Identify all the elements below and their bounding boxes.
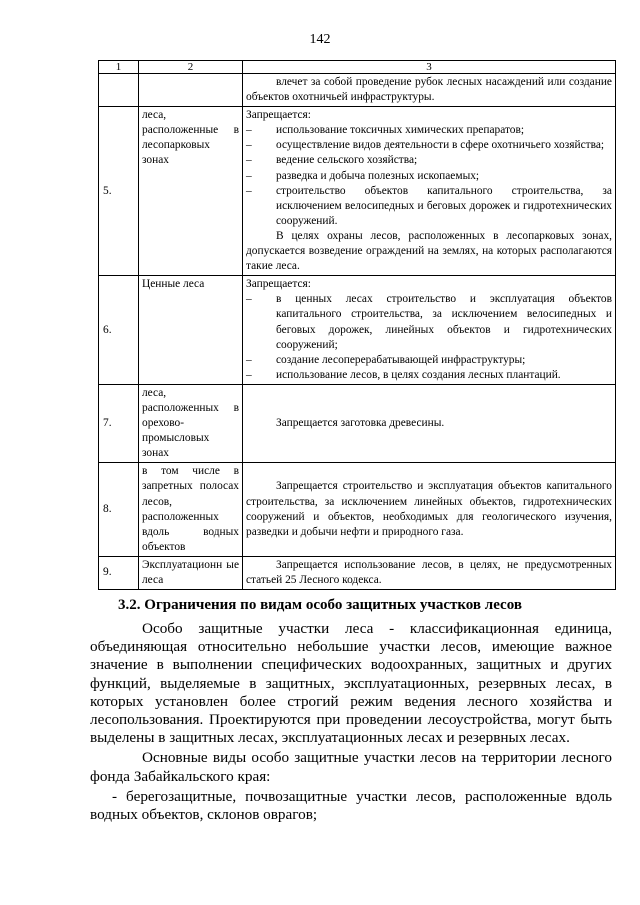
dash-bullet: – [246, 154, 252, 167]
dash-bullet: – [246, 124, 252, 137]
page-number: 142 [309, 32, 331, 47]
dash-bullet: – [246, 184, 252, 197]
restriction-item [246, 123, 612, 138]
forest-category: Эксплуатационн ые леса [139, 556, 243, 589]
row-number: 6. [99, 276, 139, 385]
restriction-paragraph: влечет за собой проведение рубок лесных насаждений или создание объектов охотничьей инфраструктуры. [246, 76, 612, 104]
section-title: 3.2. Ограничения по видам особо защитных участков лесов [118, 597, 522, 613]
body-paragraph: Особо защитные участки леса - классификационная единица, объединяющая относительно небольшие участки лесов, имеющие важное значение в выполнении специфических водоохранных, защитных и других функций, выделяемые в защитных, эксплуатационных, резервных лесах, в которых установлен более строгий режим ведения лесного хозяйства и лесопользования. Проектируются при проведении лесоустройства, могут быть выделены в защитных лесах, эксплуатационных лесах и резервных лесах. [90, 620, 612, 747]
dash-bullet: – [246, 368, 252, 381]
column-header-1: 1 [99, 61, 139, 74]
restriction-item [246, 169, 612, 184]
forest-category [139, 74, 243, 107]
table-body [99, 61, 616, 590]
restriction-paragraph: Запрещается строительство и эксплуатация объектов капитального строительства, за исключением линейных объектов, гидротехнических сооружений и объектов, необходимых для геологического изучения, разведки и добычи нефти и природного газа. [246, 480, 612, 538]
restriction-text [243, 107, 616, 276]
restriction-item [246, 292, 612, 352]
restriction-item [246, 153, 612, 168]
restriction-item [246, 353, 612, 368]
restriction-paragraph: Запрещается использование лесов, в целях, не предусмотренных статьей 25 Лесного кодекса. [246, 558, 612, 586]
dash-bullet: – [246, 169, 252, 182]
table-row [99, 463, 616, 557]
table-row [99, 74, 616, 107]
body-paragraph: Основные виды особо защитные участки лесов на территории лесного фонда Забайкальского края: [90, 749, 612, 785]
row-number: 8. [99, 463, 139, 557]
restriction-text [243, 384, 616, 462]
forest-category: Ценные леса [139, 276, 243, 385]
restriction-heading: Запрещается: [246, 278, 311, 291]
restriction-item-text: строительство объектов капитального строительства, за исключением велосипедных и беговых дорожек и гидротехнических сооружений. [276, 184, 612, 227]
table-row [99, 556, 616, 589]
column-header-3: 3 [243, 61, 616, 74]
dash-bullet: – [246, 353, 252, 366]
restriction-paragraph: В целях охраны лесов, расположенных в лесопарковых зонах, допускается возведение ограждений на землях, на которых располагаются такие леса. [246, 229, 612, 273]
row-number [99, 74, 139, 107]
table-row [99, 276, 616, 385]
restriction-item-text: осуществление видов деятельности в сфере охотничьего хозяйства; [276, 139, 605, 152]
restriction-item-text: использование токсичных химических препаратов; [276, 124, 525, 137]
row-number: 7. [99, 384, 139, 462]
restriction-heading: Запрещается: [246, 109, 311, 122]
restriction-text [243, 463, 616, 557]
table-row [99, 107, 616, 276]
restriction-item-text: разведка и добыча полезных ископаемых; [276, 169, 480, 182]
section-body [90, 620, 612, 826]
restriction-item [246, 138, 612, 153]
forest-category: леса, расположенные в лесопарковых зонах [139, 107, 243, 276]
restriction-item-text: создание лесоперерабатывающей инфраструктуры; [276, 353, 526, 366]
row-number: 9. [99, 556, 139, 589]
restriction-item [246, 368, 612, 383]
column-header-2: 2 [139, 61, 243, 74]
restriction-item [246, 184, 612, 229]
restriction-item-text: в ценных лесах строительство и эксплуатация объектов капитального строительства, за исключением велосипедных и беговых дорожек, линейных объектов и гидротехнических сооружений; [276, 293, 612, 351]
restriction-text [243, 276, 616, 385]
restrictions-table [98, 60, 616, 590]
forest-category: в том числе в запретных полосах лесов, расположенных вдоль водных объектов [139, 463, 243, 557]
list-item: - берегозащитные, почвозащитные участки лесов, расположенные вдоль водных объектов, склонов оврагов; [90, 787, 612, 824]
restriction-item-text: ведение сельского хозяйства; [276, 154, 418, 167]
restriction-text [243, 74, 616, 107]
table-header-row [99, 61, 616, 74]
restriction-paragraph: Запрещается заготовка древесины. [276, 417, 445, 430]
table-row [99, 384, 616, 462]
dash-bullet: – [246, 293, 252, 306]
restriction-text [243, 556, 616, 589]
dash-bullet: – [246, 139, 252, 152]
forest-category: леса, расположенных в орехово-промысловых зонах [139, 384, 243, 462]
restriction-item-text: использование лесов, в целях создания лесных плантаций. [276, 368, 561, 381]
row-number: 5. [99, 107, 139, 276]
